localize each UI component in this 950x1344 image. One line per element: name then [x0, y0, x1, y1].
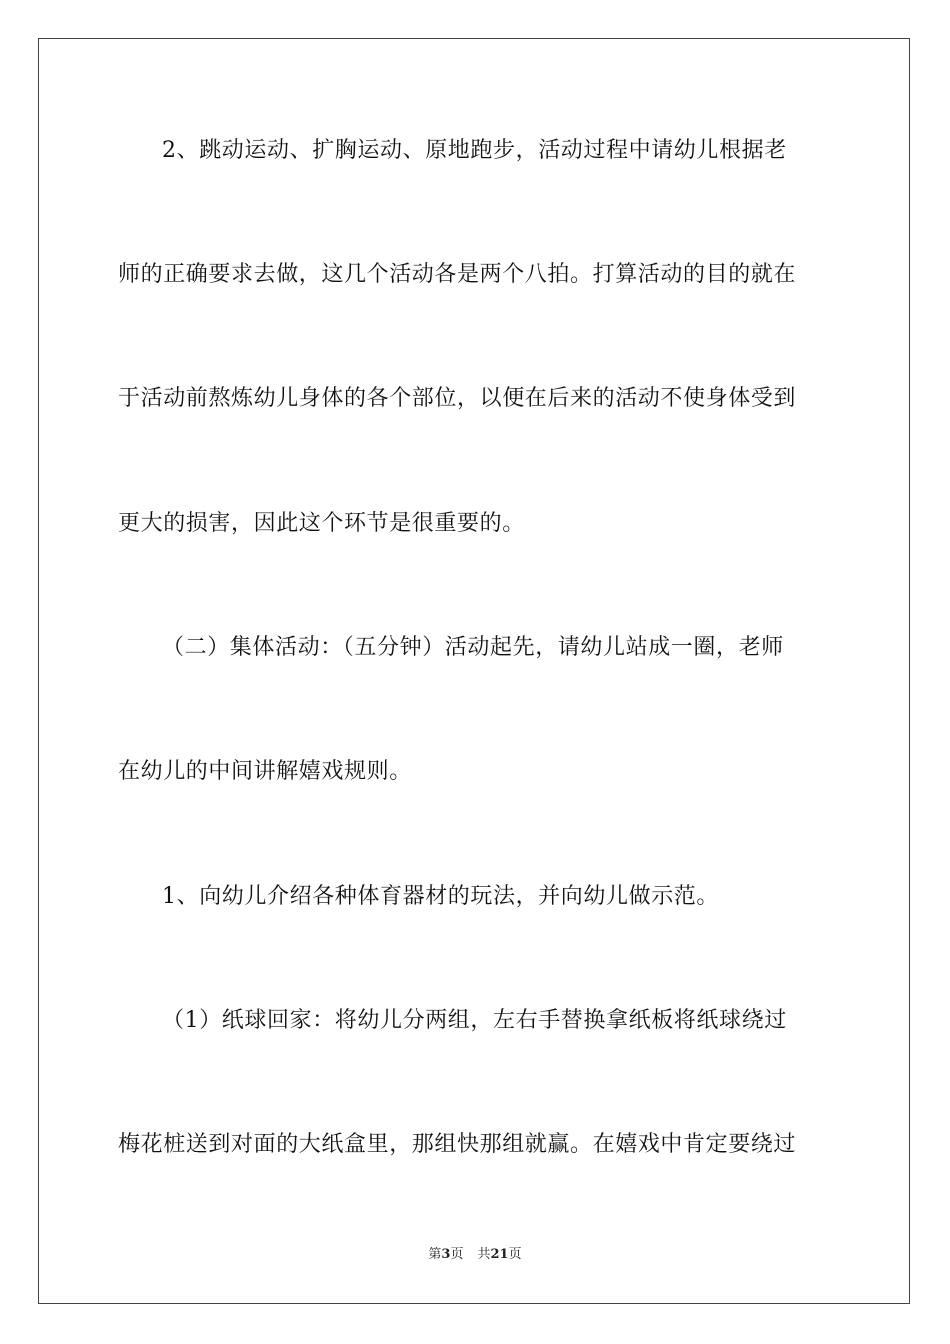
text-line-1: 2、跳动运动、扩胸运动、原地跑步，活动过程中请幼儿根据老 — [162, 138, 787, 163]
footer-page-number: 3 — [441, 1247, 451, 1262]
page-footer — [0, 1246, 950, 1264]
text-line-2: 师的正确要求去做，这几个活动各是两个八拍。打算活动的目的就在 — [118, 262, 797, 287]
footer-page-prefix: 第 — [428, 1247, 442, 1262]
text-line-7: 1、向幼儿介绍各种体育器材的玩法，并向幼儿做示范。 — [162, 884, 719, 909]
footer-total-pages: 21 — [490, 1247, 509, 1262]
text-line-4: 更大的损害，因此这个环节是很重要的。 — [118, 511, 525, 536]
text-line-6: 在幼儿的中间讲解嬉戏规则。 — [118, 759, 412, 784]
text-line-9: 梅花桩送到对面的大纸盒里，那组快那组就赢。在嬉戏中肯定要绕过 — [118, 1132, 797, 1157]
page-frame — [38, 38, 910, 1304]
footer-total-prefix: 共 — [477, 1247, 491, 1262]
text-line-8: （1）纸球回家：将幼儿分两组，左右手替换拿纸板将纸球绕过 — [162, 1008, 787, 1033]
text-line-5: （二）集体活动：（五分钟）活动起先，请幼儿站成一圈，老师 — [162, 635, 784, 660]
footer-page-suffix: 页 — [450, 1247, 464, 1262]
text-line-3: 于活动前熬炼幼儿身体的各个部位，以便在后来的活动不使身体受到 — [118, 386, 797, 411]
footer-total-suffix: 页 — [508, 1247, 522, 1262]
